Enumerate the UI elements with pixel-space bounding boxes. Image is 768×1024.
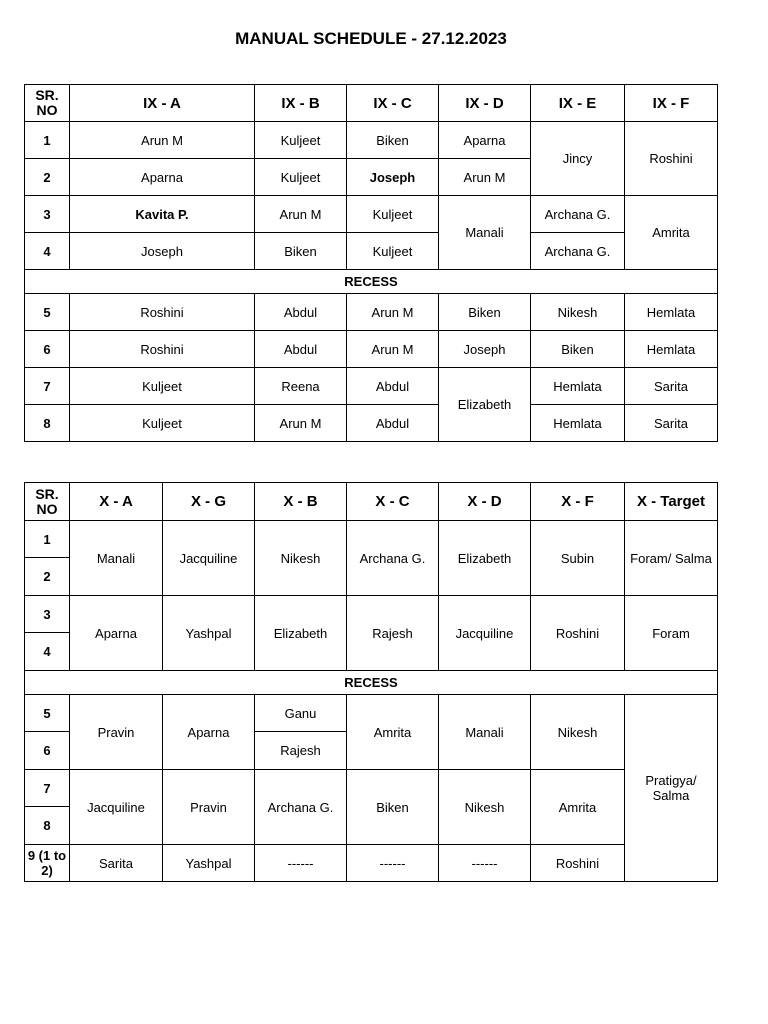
header-x-c: X - C	[347, 483, 439, 521]
recess-row	[25, 671, 718, 695]
schedule-table-ix	[24, 84, 718, 442]
table-cell: Abdul	[255, 331, 347, 368]
table-row	[25, 196, 718, 233]
table-cell: Abdul	[347, 368, 439, 405]
period-number: 7	[25, 770, 70, 807]
header-x-a: X - A	[70, 483, 163, 521]
table-cell: Aparna	[163, 695, 255, 770]
table-row	[25, 845, 718, 882]
table-row	[25, 122, 718, 159]
period-number: 8	[25, 405, 70, 442]
period-number: 1	[25, 521, 70, 558]
table-cell: Archana G.	[531, 196, 625, 233]
table-row	[25, 294, 718, 331]
table-cell: Ganu	[255, 695, 347, 732]
period-number: 3	[25, 196, 70, 233]
table-cell: Joseph	[439, 331, 531, 368]
table-cell: Roshini	[531, 596, 625, 671]
table-cell: Hemlata	[531, 405, 625, 442]
table-cell: Sarita	[625, 405, 718, 442]
table-cell: Jincy	[531, 122, 625, 196]
table-cell: Aparna	[70, 596, 163, 671]
table-row	[25, 233, 718, 270]
period-number: 1	[25, 122, 70, 159]
table-cell: Kuljeet	[70, 368, 255, 405]
period-number: 9 (1 to 2)	[25, 845, 70, 882]
table-cell: ------	[255, 845, 347, 882]
table-cell: Nikesh	[255, 521, 347, 596]
table-cell: Joseph	[70, 233, 255, 270]
header-x-target: X - Target	[625, 483, 718, 521]
table-cell: Yashpal	[163, 596, 255, 671]
table-cell: Biken	[531, 331, 625, 368]
sr-no-header: SR. NO	[25, 483, 70, 521]
table-cell: Jacquiline	[70, 770, 163, 845]
header-ix-f: IX - F	[625, 85, 718, 122]
period-number: 3	[25, 596, 70, 633]
table-cell: Hemlata	[625, 294, 718, 331]
table-cell: Nikesh	[439, 770, 531, 845]
header-ix-a: IX - A	[70, 85, 255, 122]
period-number: 5	[25, 294, 70, 331]
table-row	[25, 770, 718, 807]
table-cell: Archana G.	[347, 521, 439, 596]
table-cell: Yashpal	[163, 845, 255, 882]
period-number: 8	[25, 807, 70, 845]
recess-label: RECESS	[25, 270, 718, 294]
period-number: 2	[25, 558, 70, 596]
table-cell: Nikesh	[531, 294, 625, 331]
table-cell: Arun M	[255, 405, 347, 442]
table-cell: Jacquiline	[163, 521, 255, 596]
header-ix-e: IX - E	[531, 85, 625, 122]
table-cell: Archana G.	[531, 233, 625, 270]
table-cell: Archana G.	[255, 770, 347, 845]
header-ix-b: IX - B	[255, 85, 347, 122]
table-cell: Biken	[255, 233, 347, 270]
table-cell: Pravin	[70, 695, 163, 770]
table-cell: Kavita P.	[70, 196, 255, 233]
table-cell: Arun M	[347, 294, 439, 331]
header-ix-c: IX - C	[347, 85, 439, 122]
table-row	[25, 405, 718, 442]
table-cell: Biken	[347, 770, 439, 845]
table-cell: Manali	[439, 196, 531, 270]
table-row	[25, 521, 718, 558]
table-cell: Amrita	[347, 695, 439, 770]
table-cell: Rajesh	[347, 596, 439, 671]
table-cell: Reena	[255, 368, 347, 405]
header-x-f: X - F	[531, 483, 625, 521]
table-cell: Kuljeet	[347, 233, 439, 270]
table-cell: Sarita	[625, 368, 718, 405]
table-cell: Aparna	[70, 159, 255, 196]
table-cell: Roshini	[625, 122, 718, 196]
table-cell: Kuljeet	[347, 196, 439, 233]
table-cell: Joseph	[347, 159, 439, 196]
table-cell: ------	[347, 845, 439, 882]
table-cell: Kuljeet	[255, 122, 347, 159]
table-cell: Amrita	[531, 770, 625, 845]
schedule-table-x	[24, 482, 718, 882]
table-cell: Foram/ Salma	[625, 521, 718, 596]
table-cell: Amrita	[625, 196, 718, 270]
table-cell: Roshini	[70, 331, 255, 368]
table-cell: Aparna	[439, 122, 531, 159]
header-row	[25, 483, 718, 521]
period-number: 4	[25, 633, 70, 671]
table-cell: Pratigya/ Salma	[625, 695, 718, 882]
table-cell: Sarita	[70, 845, 163, 882]
table-cell: Abdul	[255, 294, 347, 331]
period-number: 5	[25, 695, 70, 732]
table-cell: Arun M	[347, 331, 439, 368]
page-title: MANUAL SCHEDULE - 27.12.2023	[235, 29, 507, 48]
table-cell: Pravin	[163, 770, 255, 845]
period-number: 6	[25, 732, 70, 770]
table-cell: Rajesh	[255, 732, 347, 770]
recess-label: RECESS	[25, 671, 718, 695]
table-cell: Arun M	[255, 196, 347, 233]
table-cell: Manali	[439, 695, 531, 770]
table-cell: Biken	[439, 294, 531, 331]
table-row	[25, 331, 718, 368]
table-cell: Elizabeth	[439, 368, 531, 442]
table-cell: Elizabeth	[255, 596, 347, 671]
header-ix-d: IX - D	[439, 85, 531, 122]
table-row	[25, 596, 718, 633]
table-cell: Kuljeet	[70, 405, 255, 442]
table-cell: Roshini	[70, 294, 255, 331]
header-row	[25, 85, 718, 122]
table-cell: Biken	[347, 122, 439, 159]
recess-row	[25, 270, 718, 294]
period-number: 2	[25, 159, 70, 196]
table-cell: Arun M	[439, 159, 531, 196]
table-cell: Hemlata	[625, 331, 718, 368]
table-cell: Elizabeth	[439, 521, 531, 596]
table-cell: Subin	[531, 521, 625, 596]
header-x-d: X - D	[439, 483, 531, 521]
table-cell: Arun M	[70, 122, 255, 159]
table-row	[25, 368, 718, 405]
table-cell: Roshini	[531, 845, 625, 882]
table-cell: Nikesh	[531, 695, 625, 770]
period-number: 7	[25, 368, 70, 405]
sr-no-header: SR. NO	[25, 85, 70, 122]
table-cell: ------	[439, 845, 531, 882]
table-cell: Jacquiline	[439, 596, 531, 671]
table-cell: Abdul	[347, 405, 439, 442]
header-x-b: X - B	[255, 483, 347, 521]
table-cell: Hemlata	[531, 368, 625, 405]
table-cell: Kuljeet	[255, 159, 347, 196]
table-row	[25, 695, 718, 732]
table-cell: Foram	[625, 596, 718, 671]
table-cell: Manali	[70, 521, 163, 596]
period-number: 6	[25, 331, 70, 368]
period-number: 4	[25, 233, 70, 270]
header-x-g: X - G	[163, 483, 255, 521]
